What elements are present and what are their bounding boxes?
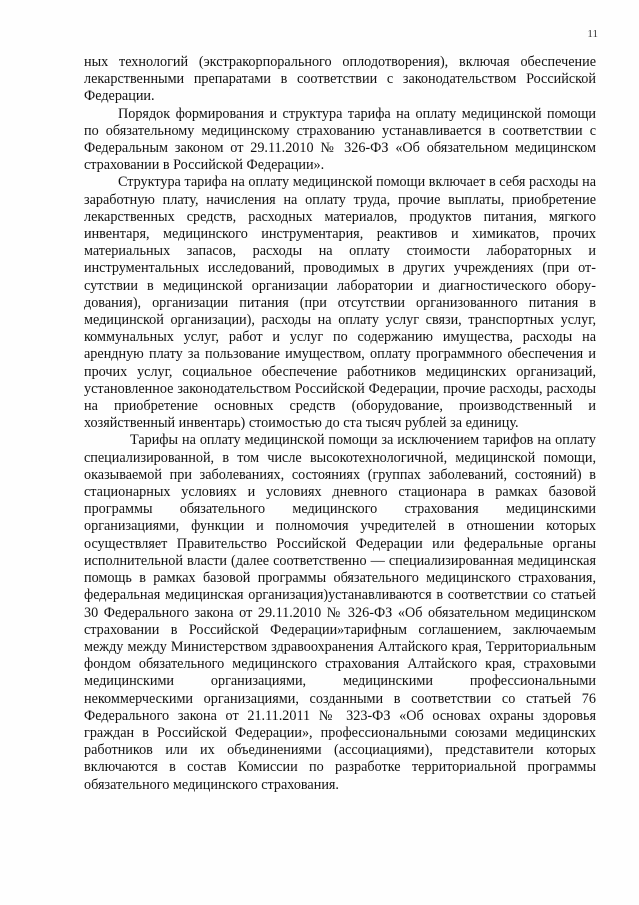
page-number: 11 — [587, 28, 598, 40]
paragraph-continuation: ных технологий (экстракорпорального оплодотворения), включая обеспечение лекарственными препаратами в соответствии с законодательством Российской Федерации. — [84, 54, 596, 105]
paragraph-tariff-procedure: Порядок формирования и структура тарифа на оплату медицинской помощи по обязательному медицинскому страхованию устанавливается в соответствии с Федеральным законом от 29.11.2010 № 326-ФЗ «Об обязательном медицинском страховании в Российской Федерации». — [84, 105, 596, 174]
paragraph-tariffs-specialized-care: Тарифы на оплату медицинской помощи за исключением тарифов на оплату специализированной, в том числе высокотехнологичной, медицинской помощи, оказываемой при заболеваниях, состояниях (группах заболеваний, состояний) в стационарных условиях и условиях дневного стационара в рамках базовой программы обязательного медицинского страхования медицинскими организациями, функции и полномочия учредителей в отношении которых осуществляет Правительство Российской Федерации или федеральные органы исполнительной власти (далее соответственно — специализированная медицинская помощь в рамках базовой программы обязательного медицинского страхования, федеральная медицинская организация)устанавливаются в соответствии со статьей 30 Федерального закона от 29.11.2010 № 326-ФЗ «Об обязательном медицинском страховании в Российской Федерации»тарифным соглашением, заключаемым между между Министерством здравоохранения Алтайского края, Территориальным фондом обязательного медицинского страхования Алтайского края, страховыми медицинскими организациями, медицинскими профессиональными некоммерческими организациями, созданными в соответствии со статьей 76 Федерального закона от 21.11.2011 № 323-ФЗ «Об основах охраны здоровья граждан в Российской Федерации», профессиональными союзами медицинских работников или их объединениями (ассоциациями), представители которых включаются в состав Комиссии по разработке территориальной программы обязательного медицинского страхования. — [84, 432, 596, 793]
document-body — [84, 54, 596, 794]
paragraph-tariff-structure: Структура тарифа на оплату медицинской помощи включает в себя расходы на заработную плату, начисления на оплату труда, прочие выплаты, приобретение лекарственных средств, расходных материалов, продуктов питания, мягкого инвентаря, медицинского инструментария, реактивов и химикатов, прочих материальных запасов, расходы на оплату стоимости лабораторных и инструментальных исследований, проводимых в других учреждениях (при отсутствии в медицинской организации лаборатории и диагностического оборудования), организации питания (при отсутствии организованного питания в медицинской организации), расходы на оплату услуг связи, транспортных услуг, коммунальных услуг, работ и услуг по содержанию имущества, расходы на арендную плату за пользование имуществом, оплату программного обеспечения и прочих услуг, социальное обеспечение работников медицинских организаций, установленное законодательством Российской Федерации, прочие расходы, расходы на приобретение основных средств (оборудование, производственный и хозяйственный инвентарь) стоимостью до ста тысяч рублей за единицу. — [84, 174, 596, 432]
